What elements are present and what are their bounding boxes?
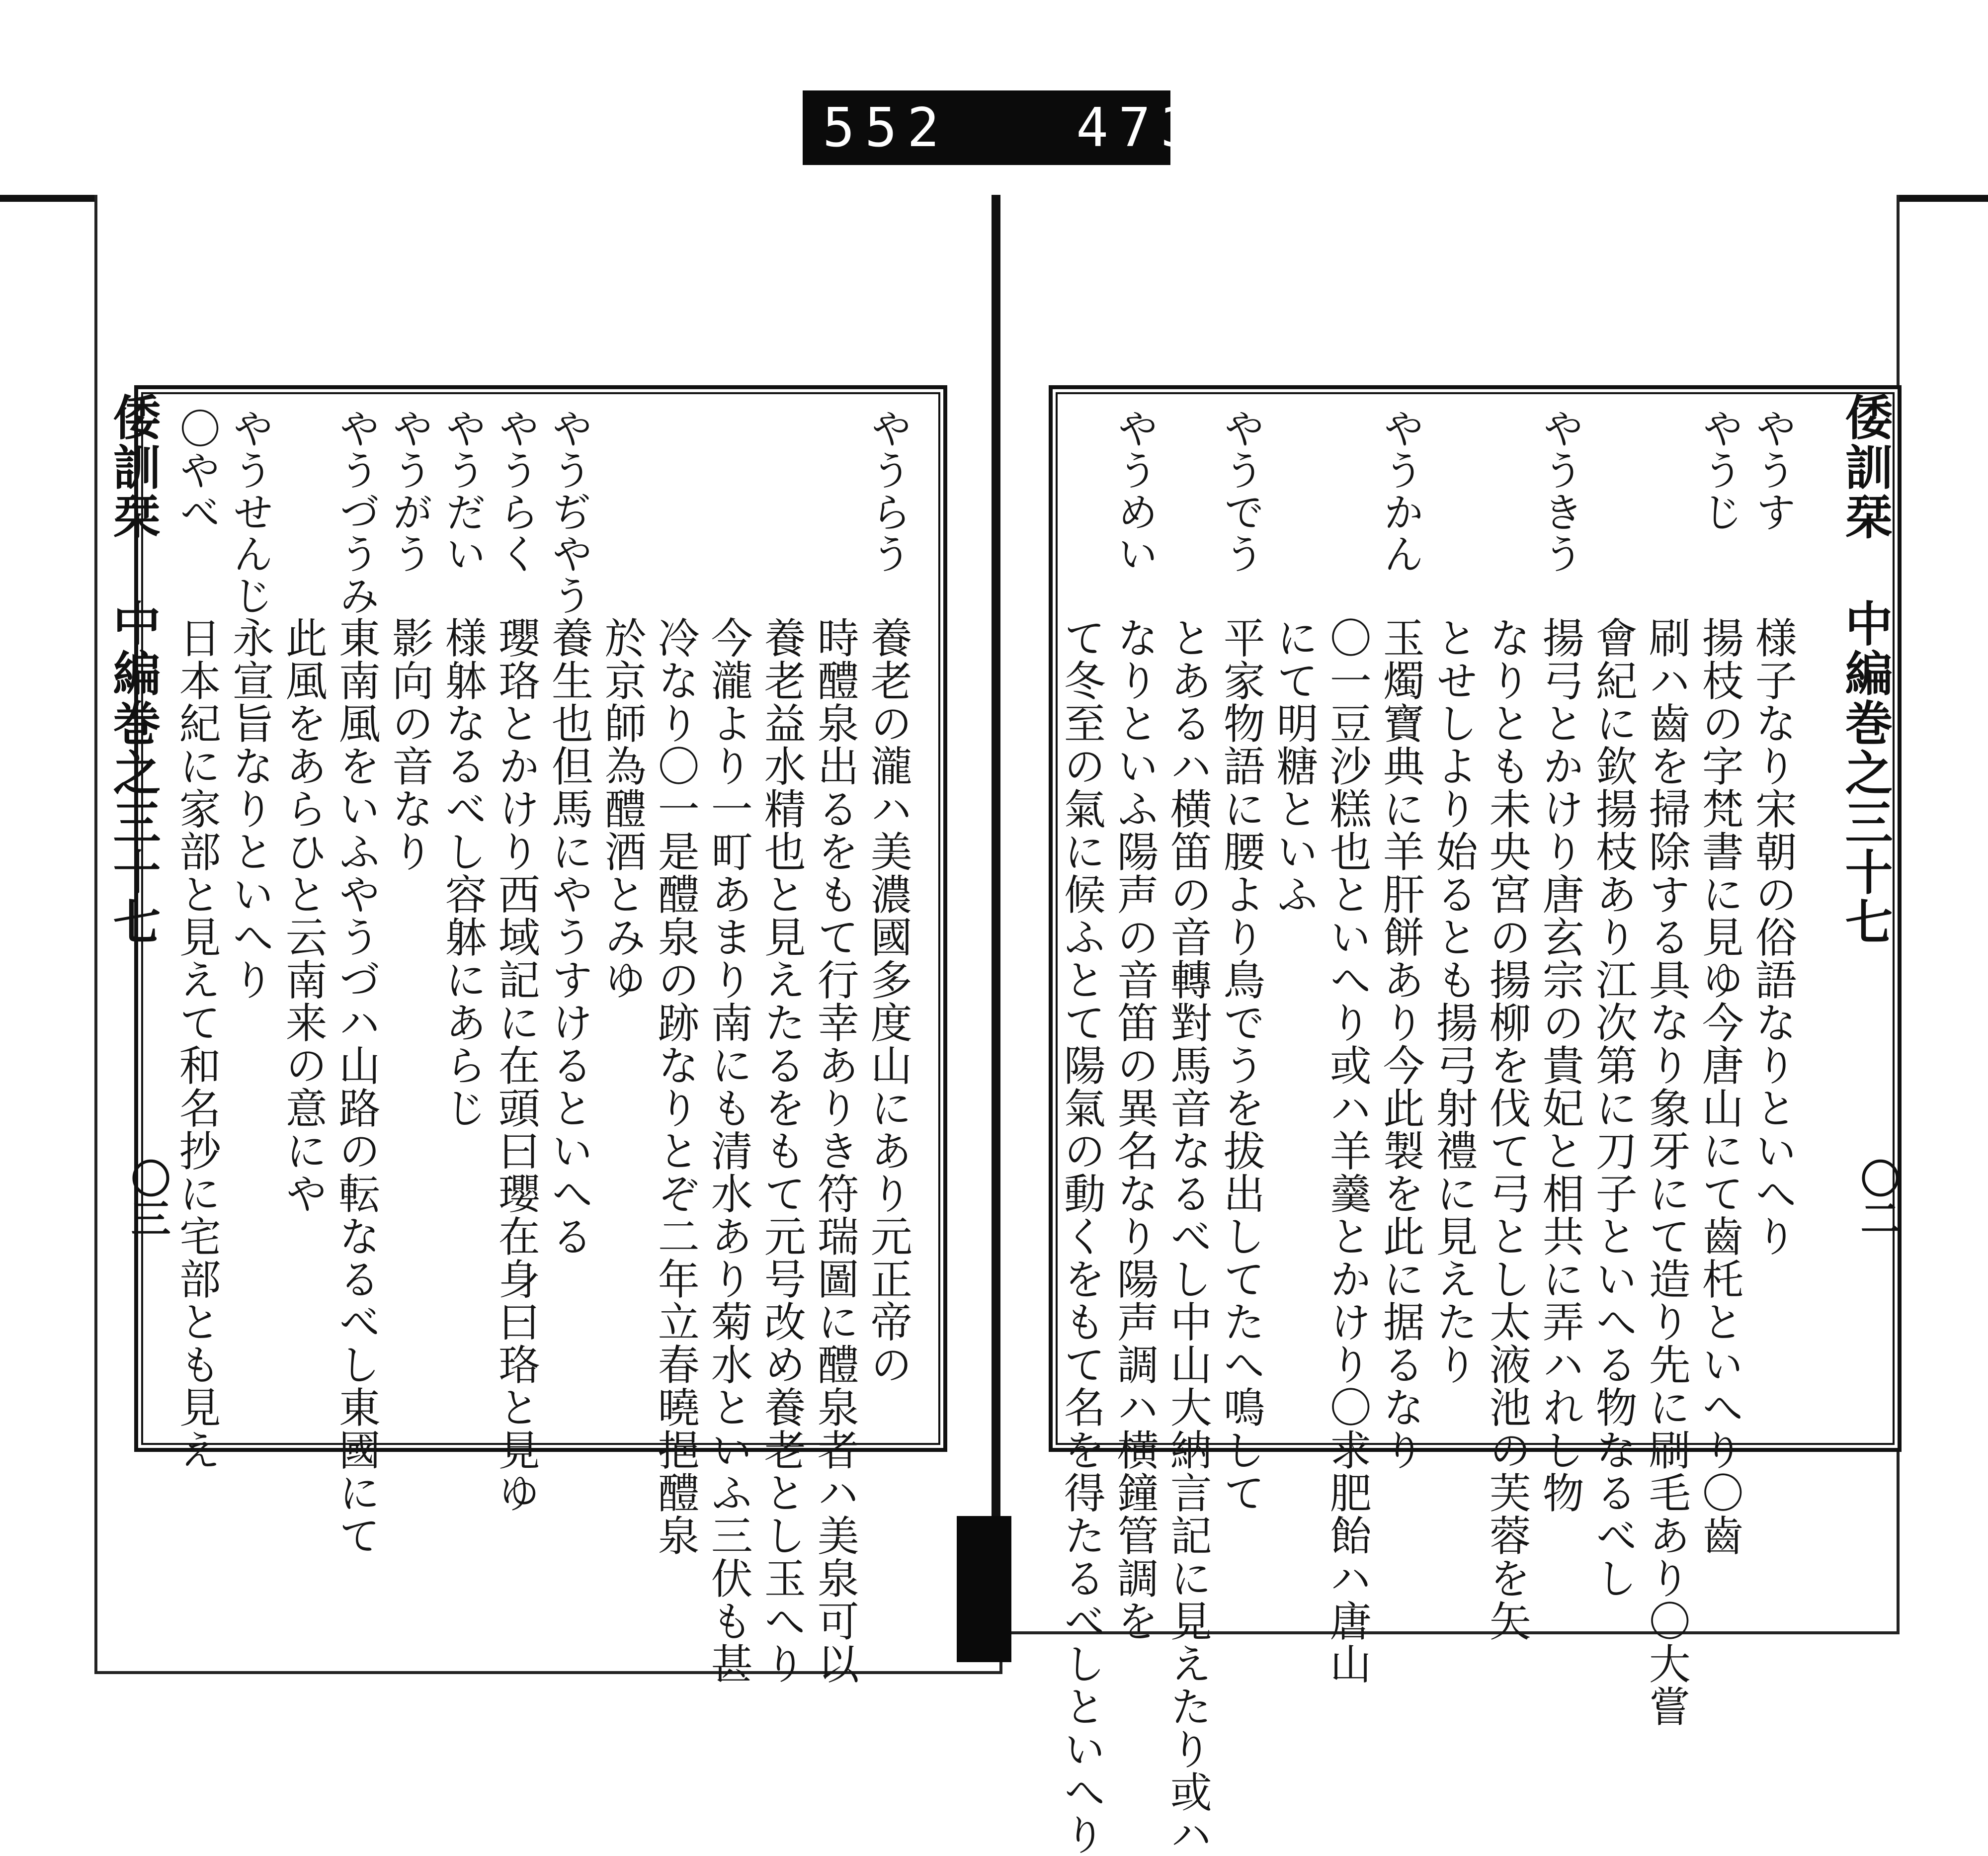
right-text-column: 〇一豆沙糕也といへり或ハ羊羹とかけり〇求肥飴ハ唐山 [1323, 616, 1372, 1685]
left-text-column: 今瀧より一町あまり南にも清水あり菊水といふ三伏も甚 [704, 616, 753, 1685]
left-text-column: 冷なり〇一是醴泉の跡なりとぞ二年立春曉挹醴泉 [651, 616, 700, 1557]
accession-number: 552 473. [823, 96, 1245, 159]
right-entry-heading: やうす [1749, 408, 1797, 533]
right-text-column: 揚枝の字梵書に見ゆ今唐山にて齒杔といへり〇齒 [1695, 616, 1744, 1557]
left-entry-heading: やうせんじ [226, 408, 274, 616]
right-text-column: とあるハ横笛の音轉對馬音なるべし中山大納言記に見えたり或ハ [1163, 616, 1213, 1856]
right-entry-heading: やうかん [1377, 408, 1424, 575]
right-text-column: なりとも未央宮の揚柳を伐て弓とし太液池の芙蓉を矢 [1483, 616, 1532, 1642]
right-entry-heading: やうきう [1536, 408, 1584, 575]
right-text-column: なりといふ陽声の音笛の異名なり陽声調ハ横鐘管調を [1110, 616, 1160, 1642]
accession-number-label [803, 90, 1245, 165]
left-entry-heading: やうづうみ [332, 408, 380, 616]
left-margin-section: 中編巻之三十七 [105, 598, 162, 947]
left-margin-title [105, 393, 162, 1436]
right-margin-title [1837, 393, 1894, 1436]
right-text-column: 玉燭寶典に羊肝餅あり今此製を此に据るなり [1376, 616, 1425, 1471]
right-text-column: 様子なり宋朝の俗語なりといへり [1748, 616, 1798, 1258]
left-entry-heading: やうらう [864, 408, 912, 575]
left-margin-title-text: 倭訓栞 [105, 393, 162, 542]
book-spine [992, 195, 1000, 1636]
left-text-column: 日本紀に家部と見えて和名抄に宅部とも見え [172, 616, 222, 1471]
binding-shadow [957, 1516, 1011, 1662]
left-entry-heading: やうぢやう [545, 408, 593, 616]
left-text-column: 瓔珞とかけり西域記に在頭曰瓔在身曰珞と見ゆ [492, 616, 541, 1514]
left-entry-heading: やうらく [492, 408, 540, 575]
left-text-column: 養老益水精也と見えたるをもて元号改め養老とし玉へり [757, 616, 807, 1685]
right-entry-heading: やうじ [1696, 408, 1743, 533]
left-text-column: 養生也但馬にやうすけるといへる [545, 616, 594, 1258]
left-entry-heading: やうがう [386, 408, 433, 575]
left-text-column: 影向の音なり [385, 616, 434, 873]
right-margin-section: 中編巻之三十七 [1837, 598, 1894, 947]
right-text-column: 會紀に欽揚枝あり江次第に刀子といへる物なるべし [1589, 616, 1638, 1600]
left-entry-heading: 〇やべ [173, 408, 221, 533]
left-text-column: 東南風をいふやうづハ山路の転なるべし東國にて [332, 616, 381, 1557]
right-margin-title-text: 倭訓栞 [1837, 393, 1894, 542]
left-text-column: 時醴泉出るをもて行幸ありき符瑞圖に醴泉者ハ美泉可以 [811, 616, 860, 1685]
right-text-column: て冬至の氣に候ふとて陽氣の動くをもて名を得たるべしといへり [1057, 616, 1106, 1856]
left-text-column: 此風をあらひと云南来の意にや [279, 616, 328, 1215]
left-text-column: 於京師為醴酒とみゆ [598, 616, 647, 1001]
right-text-column: にて明糖といふ [1270, 616, 1319, 916]
right-text-column: とせしより始るとも揚弓射禮に見えたり [1429, 616, 1479, 1386]
right-entry-heading: やうめい [1111, 408, 1159, 575]
left-page-number: 〇三 [124, 1158, 171, 1238]
right-text-column: 平家物語に腰より鳥でうを拔出してたへ鳴して [1217, 616, 1266, 1514]
right-text-column: 揚弓とかけり唐玄宗の貴妃と相共に弄ハれし物 [1536, 616, 1585, 1514]
left-text-column: 様躰なるべし容躰にあらじ [438, 616, 488, 1129]
right-page-number: 〇二 [1854, 1158, 1901, 1238]
left-entry-heading: やうだい [439, 408, 487, 575]
right-entry-heading: やうでう [1217, 408, 1265, 575]
right-text-column: 刷ハ齒を掃除する具なり象牙にて造り先に刷毛あり〇大嘗 [1642, 616, 1691, 1728]
left-text-column: 養老の瀧ハ美濃國多度山にあり元正帝の [864, 616, 913, 1386]
left-text-column: 永宣旨なりといへり [226, 616, 275, 1001]
